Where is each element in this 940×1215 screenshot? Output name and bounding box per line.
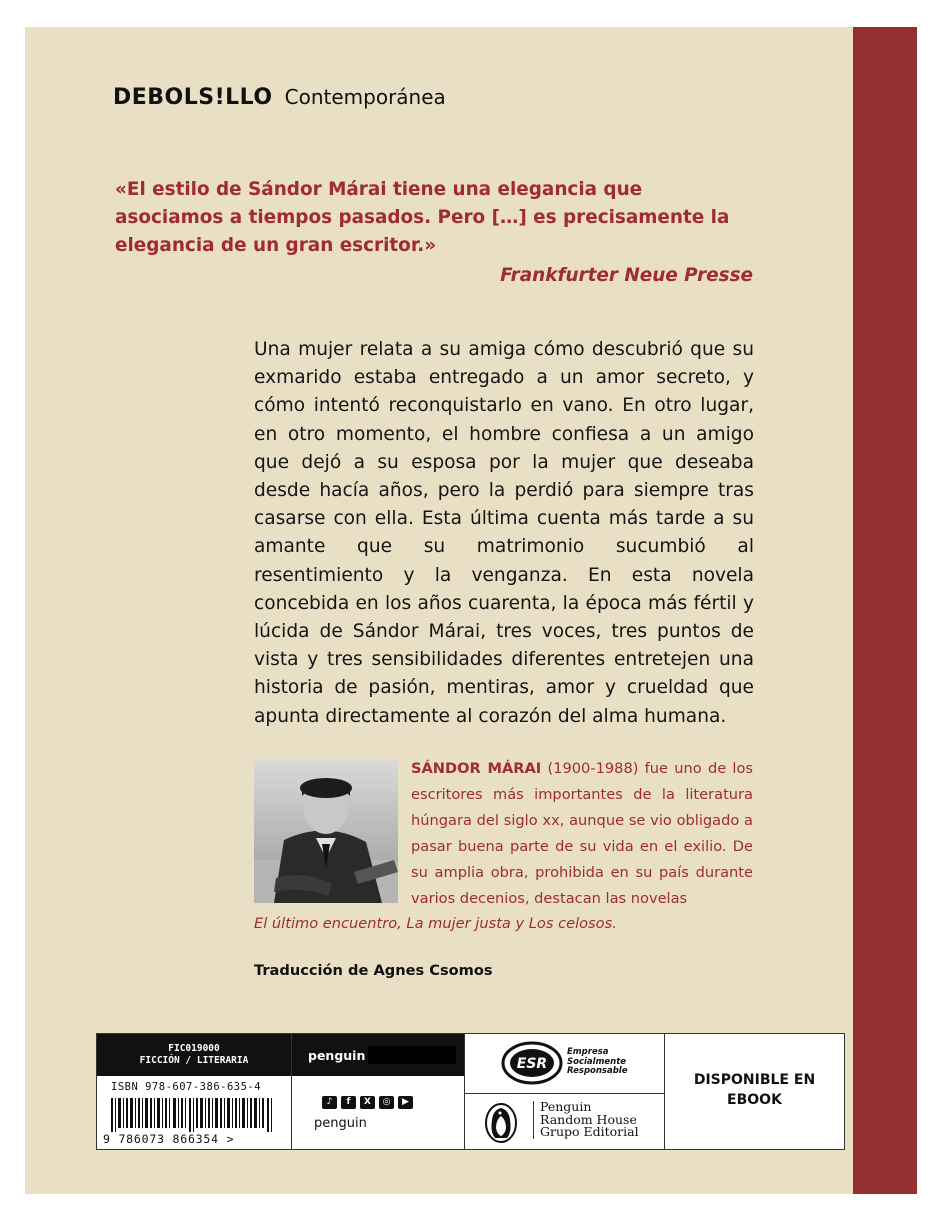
barcode: [111, 1098, 279, 1132]
esr-line1: Empresa: [567, 1047, 609, 1057]
ebook-line1: DISPONIBLE EN: [693, 1072, 816, 1088]
category-label: FICCIÓN / LITERARIA: [139, 1055, 249, 1066]
penguin-band: [292, 1034, 464, 1076]
translator-credit: Traducción de Agnes Csomos: [254, 962, 493, 979]
publisher-brand: [113, 85, 446, 110]
facebook-icon[interactable]: f: [341, 1096, 356, 1109]
publisher-cell: [465, 1034, 665, 1149]
collection-name: Contemporánea: [284, 85, 446, 109]
publisher-name: [533, 1101, 639, 1139]
author-photo: [254, 760, 398, 903]
quote-source: Frankfurter Neue Presse: [500, 265, 753, 286]
author-novels: El último encuentro, La mujer justa y Los celosos.: [254, 915, 617, 932]
penguin-label: penguin: [308, 1048, 366, 1063]
author-name: SÁNDOR MÁRAI: [411, 760, 542, 777]
penguin-handle: penguin: [314, 1116, 367, 1131]
ebook-notice: [665, 1070, 844, 1110]
brand-logo: DEBOLS!LLO: [113, 85, 273, 110]
esr-block: [465, 1034, 664, 1094]
esr-line3: Responsable: [567, 1066, 628, 1076]
publisher-line2: Random House: [540, 1111, 637, 1127]
publisher-line3: Grupo Editorial: [540, 1124, 639, 1139]
redacted-box: [368, 1046, 456, 1064]
esr-mark: ESR: [516, 1056, 548, 1072]
ebook-line2: EBOOK: [727, 1092, 782, 1108]
barcode-digits: 9 786073 866354 >: [103, 1132, 235, 1146]
ebook-cell: [665, 1034, 844, 1149]
publisher-line1: Penguin: [540, 1099, 592, 1114]
spine: [853, 27, 917, 1194]
penguin-social-cell: [292, 1034, 465, 1149]
x-icon[interactable]: X: [360, 1096, 375, 1109]
penguin-logo-icon: [481, 1102, 521, 1144]
barcode-cell: [97, 1034, 292, 1149]
author-bio: [411, 756, 753, 912]
instagram-icon[interactable]: ◎: [379, 1096, 394, 1109]
category-code: FIC019000: [168, 1043, 220, 1054]
isbn-label: ISBN 978-607-386-635-4: [111, 1081, 262, 1093]
social-icons: [322, 1096, 413, 1109]
esr-line2: Socialmente: [567, 1056, 627, 1067]
synopsis-text: Una mujer relata a su amiga cómo descubrió que su exmarido estaba entregado a un amor secreto, y cómo intentó reconquistarlo en vano. En otro lugar, en otro momento, el hombre confiesa a un amigo que dejó a su esposa por la mujer que deseaba desde hacía años, pero la perdió para siempre tras casarse con ella. Esta última cuenta más tarde a su amante que su matrimonio sucumbió al resentimiento y la venganza. En esta novela concebida en los años cuarenta, la época más fértil y lúcida de Sándor Márai, tres voces, tres puntos de vista y tres sensibilidades diferentes entretejen una historia de pasión, mentiras, amor y crueldad que apunta directamente al corazón del alma humana.: [254, 339, 754, 727]
press-quote: «El estilo de Sándor Márai tiene una elegancia que asociamos a tiempos pasados. Pero […] es precisamente la elegancia de un gran escritor.»: [115, 179, 730, 256]
synopsis: [254, 336, 754, 731]
esr-text: [567, 1048, 627, 1077]
info-panel: [96, 1033, 845, 1150]
category-band: [97, 1034, 291, 1076]
youtube-icon[interactable]: ▶: [398, 1096, 413, 1109]
esr-logo-icon: [501, 1040, 563, 1086]
tiktok-icon[interactable]: ♪: [322, 1096, 337, 1109]
author-bio-text: (1900-1988) fue uno de los escritores más importantes de la literatura húngara del siglo xx, aunque se vio obligado a pasar buena parte de su vida en el exilio. De su amplia obra, prohibida en su país durante varios decenios, destacan las novelas: [411, 760, 754, 907]
